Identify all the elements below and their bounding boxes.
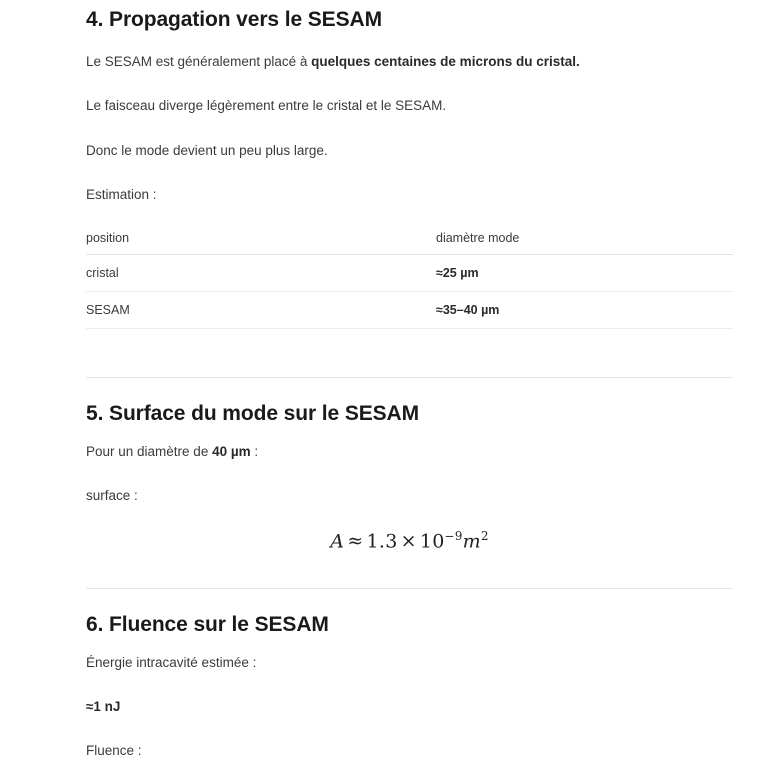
- table-row: [86, 255, 733, 292]
- section-heading-6: 6. Fluence sur le SESAM: [86, 612, 329, 636]
- paragraph-estimation-label: Estimation :: [86, 186, 157, 202]
- formula-symbol-A: A: [330, 529, 345, 552]
- paragraph-energy-value: ≈1 nJ: [86, 699, 121, 715]
- formula-unit-exponent: 2: [480, 528, 489, 543]
- paragraph-strong-text: quelques centaines de microns du cristal.: [311, 54, 580, 69]
- paragraph-sesam-placement: [86, 52, 733, 72]
- paragraph-lead-text: Le SESAM est généralement placé à: [86, 54, 312, 69]
- table-header-diametre: diamètre mode: [436, 223, 733, 255]
- section-heading-4: 4. Propagation vers le SESAM: [86, 8, 382, 31]
- formula-exponent: −9: [444, 528, 463, 543]
- table-cell-diametre: ≈35–40 µm: [436, 292, 733, 329]
- formula-surface-area: [86, 523, 733, 556]
- table-header-row: [86, 223, 733, 255]
- diameter-value: 40 µm: [212, 444, 251, 459]
- paragraph-beam-divergence: Le faisceau diverge légèrement entre le cristal et le SESAM.: [86, 98, 447, 114]
- section-heading-5: 5. Surface du mode sur le SESAM: [86, 402, 419, 425]
- table-cell-position: cristal: [86, 255, 436, 292]
- paragraph-fluence-label: Fluence :: [86, 743, 142, 759]
- formula-times-sign: ×: [400, 529, 417, 552]
- table-header-position: position: [86, 223, 436, 255]
- formula-approx-sign: ≈: [347, 529, 364, 552]
- paragraph-mode-wider: Donc le mode devient un peu plus large.: [86, 142, 328, 158]
- mode-diameter-table: [86, 223, 733, 329]
- formula-mantissa: 1.3: [366, 529, 398, 552]
- formula-base: 10: [419, 529, 445, 552]
- table-cell-position: SESAM: [86, 292, 436, 329]
- diameter-lead-text: Pour un diamètre de: [86, 444, 213, 459]
- table-row: [86, 292, 733, 329]
- paragraph-surface-label: surface :: [86, 488, 138, 504]
- diameter-tail-text: :: [250, 444, 259, 459]
- formula-unit: m: [462, 529, 481, 552]
- paragraph-energy-label: Énergie intracavité estimée :: [86, 654, 257, 670]
- table-cell-diametre: ≈25 µm: [436, 255, 733, 292]
- paragraph-diameter-assumption: [86, 442, 733, 462]
